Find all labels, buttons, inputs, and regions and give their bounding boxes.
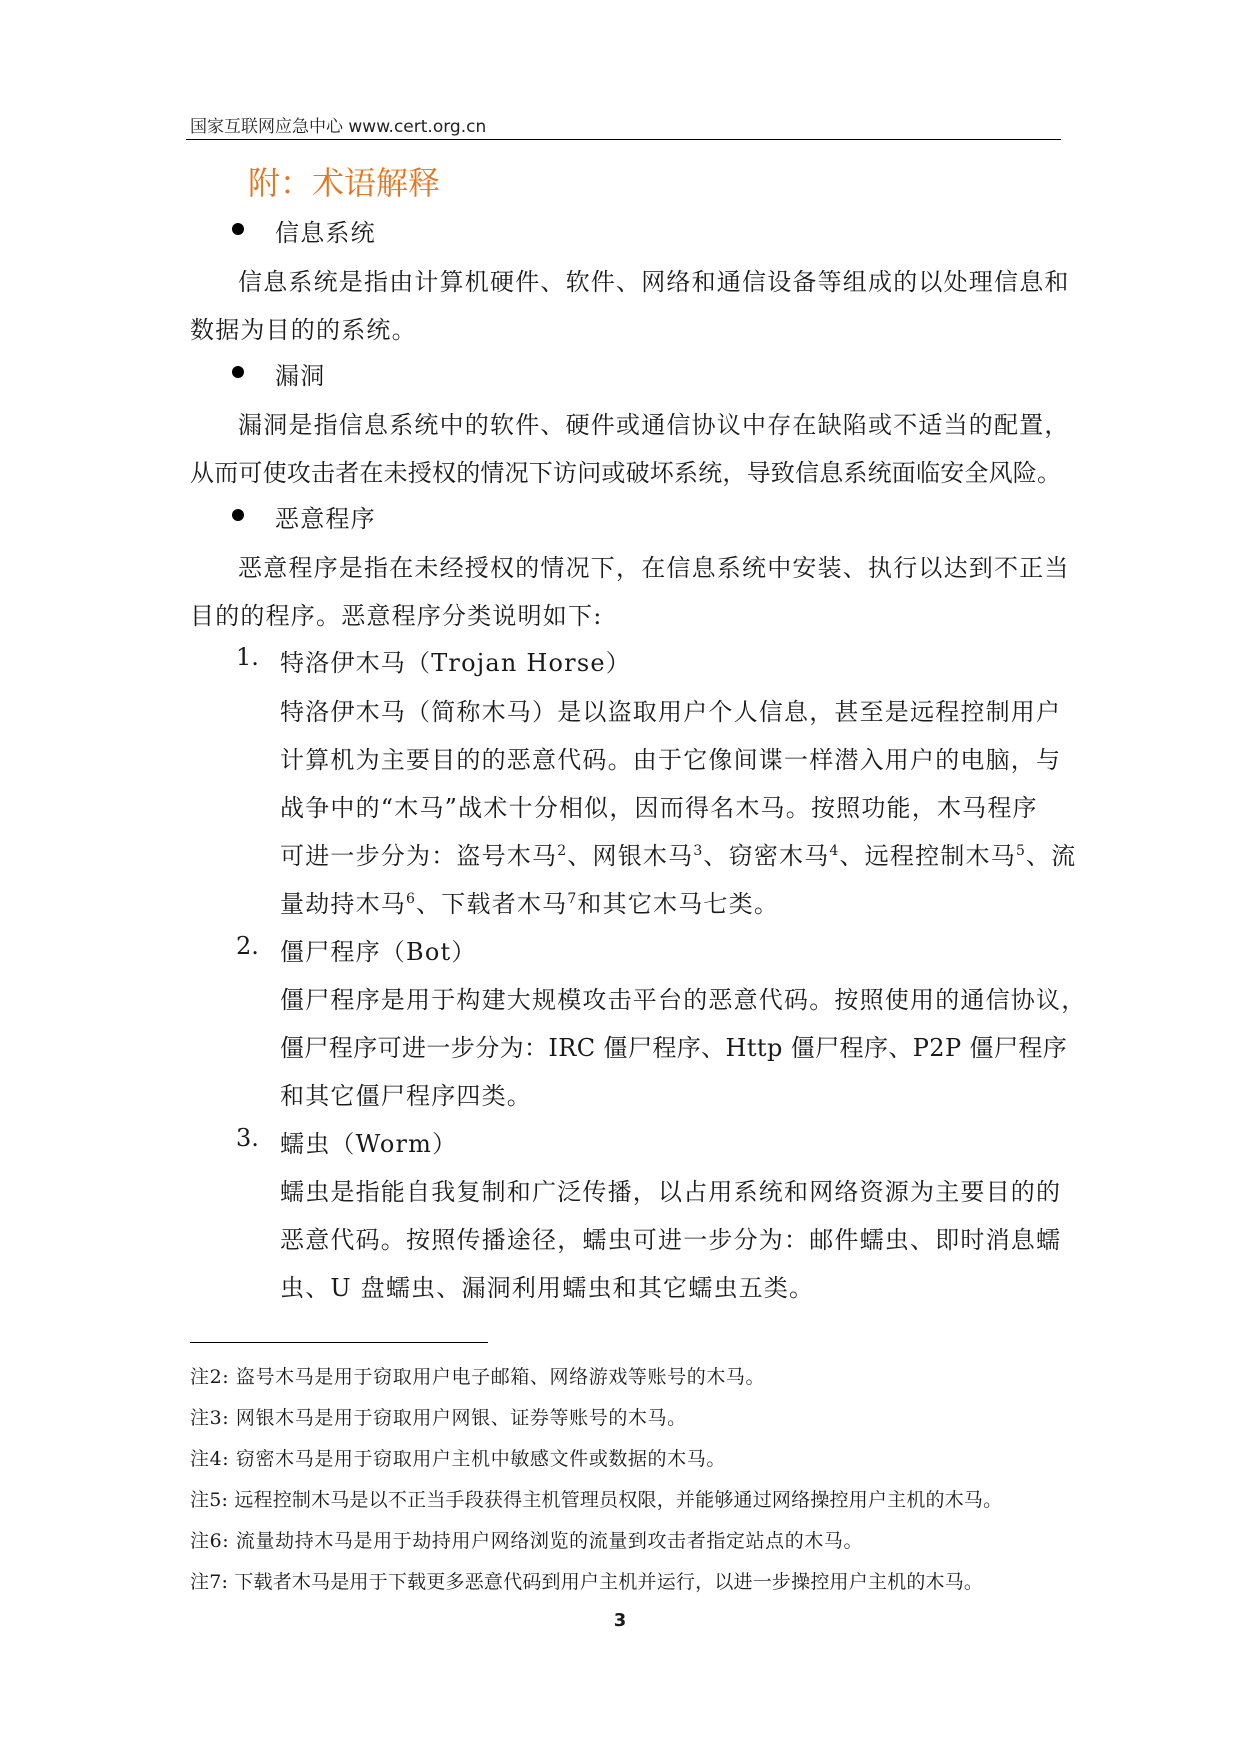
list-item-title: 蠕虫（Worm） bbox=[280, 1130, 458, 1158]
list-number: 2. bbox=[236, 932, 259, 960]
term-heading: 信息系统 bbox=[275, 219, 376, 247]
page-number: 3 bbox=[613, 1610, 627, 1631]
paragraph-line: 数据为目的的系统。 bbox=[190, 316, 417, 344]
list-item-title: 僵尸程序（Bot） bbox=[280, 938, 477, 966]
footnote: 注5: 远程控制木马是以不正当手段获得主机管理员权限，并能够通过网络操控用户主机的木马。 bbox=[190, 1489, 1003, 1511]
page-header: 国家互联网应急中心 www.cert.org.cn bbox=[190, 117, 487, 137]
list-item-title: 特洛伊木马（Trojan Horse） bbox=[280, 649, 631, 677]
paragraph-line: 计算机为主要目的的恶意代码。由于它像间谍一样潜入用户的电脑，与 bbox=[280, 746, 1062, 774]
footnote-ref: 7 bbox=[567, 891, 578, 907]
footnote: 注3: 网银木马是用于窃取用户网银、证券等账号的木马。 bbox=[190, 1407, 687, 1429]
paragraph-line: 恶意代码。按照传播途径，蠕虫可进一步分为：邮件蠕虫、即时消息蠕 bbox=[280, 1226, 1062, 1254]
paragraph-line: 信息系统是指由计算机硬件、软件、网络和通信设备等组成的以处理信息和 bbox=[238, 268, 1070, 296]
paragraph-line bbox=[280, 836, 1076, 871]
footnote-divider bbox=[190, 1342, 488, 1343]
paragraph-line: 目的的程序。恶意程序分类说明如下: bbox=[190, 602, 603, 630]
footnote-ref: 6 bbox=[406, 891, 417, 907]
footnote: 注7: 下载者木马是用于下载更多恶意代码到用户主机并运行，以进一步操控用户主机的木马。 bbox=[190, 1571, 984, 1593]
paragraph-line: 特洛伊木马（简称木马）是以盗取用户个人信息，甚至是远程控制用户 bbox=[280, 698, 1062, 726]
paragraph-line: 僵尸程序可进一步分为：IRC 僵尸程序、Http 僵尸程序、P2P 僵尸程序 bbox=[280, 1034, 1068, 1062]
text-run: 可进一步分为：盗号木马 bbox=[280, 842, 558, 870]
footnote-ref: 4 bbox=[829, 843, 840, 859]
text-run: 和其它木马七类。 bbox=[577, 890, 780, 918]
paragraph-line: 僵尸程序是用于构建大规模攻击平台的恶意代码。按照使用的通信协议， bbox=[280, 986, 1087, 1014]
footnote-ref: 2 bbox=[557, 843, 568, 859]
paragraph-line: 从而可使攻击者在未授权的情况下访问或破坏系统，导致信息系统面临安全风险。 bbox=[190, 459, 1062, 487]
paragraph-line: 和其它僵尸程序四类。 bbox=[280, 1082, 532, 1110]
paragraph-line bbox=[280, 884, 779, 919]
text-run: 、网银木马 bbox=[567, 842, 694, 870]
paragraph-line: 蠕虫是指能自我复制和广泛传播，以占用系统和网络资源为主要目的的 bbox=[280, 1178, 1062, 1206]
footnote-ref: 3 bbox=[693, 843, 704, 859]
paragraph-line: 恶意程序是指在未经授权的情况下，在信息系统中安装、执行以达到不正当 bbox=[238, 554, 1070, 582]
list-number: 1. bbox=[236, 643, 259, 671]
paragraph-line: 虫、U 盘蠕虫、漏洞利用蠕虫和其它蠕虫五类。 bbox=[280, 1274, 815, 1302]
bullet-icon bbox=[232, 223, 244, 235]
text-run: 、下载者木马 bbox=[416, 890, 568, 918]
footnote-ref: 5 bbox=[1015, 843, 1027, 859]
paragraph-line: 漏洞是指信息系统中的软件、硬件或通信协议中存在缺陷或不适当的配置， bbox=[238, 411, 1070, 439]
footnote: 注4: 窃密木马是用于窃取用户主机中敏感文件或数据的木马。 bbox=[190, 1448, 726, 1470]
header-divider bbox=[186, 139, 1061, 140]
paragraph-line: 战争中的“木马”战术十分相似，因而得名木马。按照功能，木马程序 bbox=[280, 794, 1038, 822]
text-run: 量劫持木马 bbox=[280, 890, 406, 918]
list-number: 3. bbox=[236, 1124, 259, 1152]
bullet-icon bbox=[232, 509, 244, 521]
text-run: 、流 bbox=[1026, 842, 1077, 870]
bullet-icon bbox=[232, 366, 244, 378]
term-heading: 漏洞 bbox=[275, 362, 326, 390]
footnote: 注6: 流量劫持木马是用于劫持用户网络浏览的流量到攻击者指定站点的木马。 bbox=[190, 1530, 864, 1552]
text-run: 、窃密木马 bbox=[703, 842, 830, 870]
footnote: 注2: 盗号木马是用于窃取用户电子邮箱、网络游戏等账号的木马。 bbox=[190, 1366, 766, 1388]
section-title: 附：术语解释 bbox=[248, 164, 441, 202]
text-run: 、远程控制木马 bbox=[839, 842, 1016, 870]
term-heading: 恶意程序 bbox=[275, 505, 376, 533]
